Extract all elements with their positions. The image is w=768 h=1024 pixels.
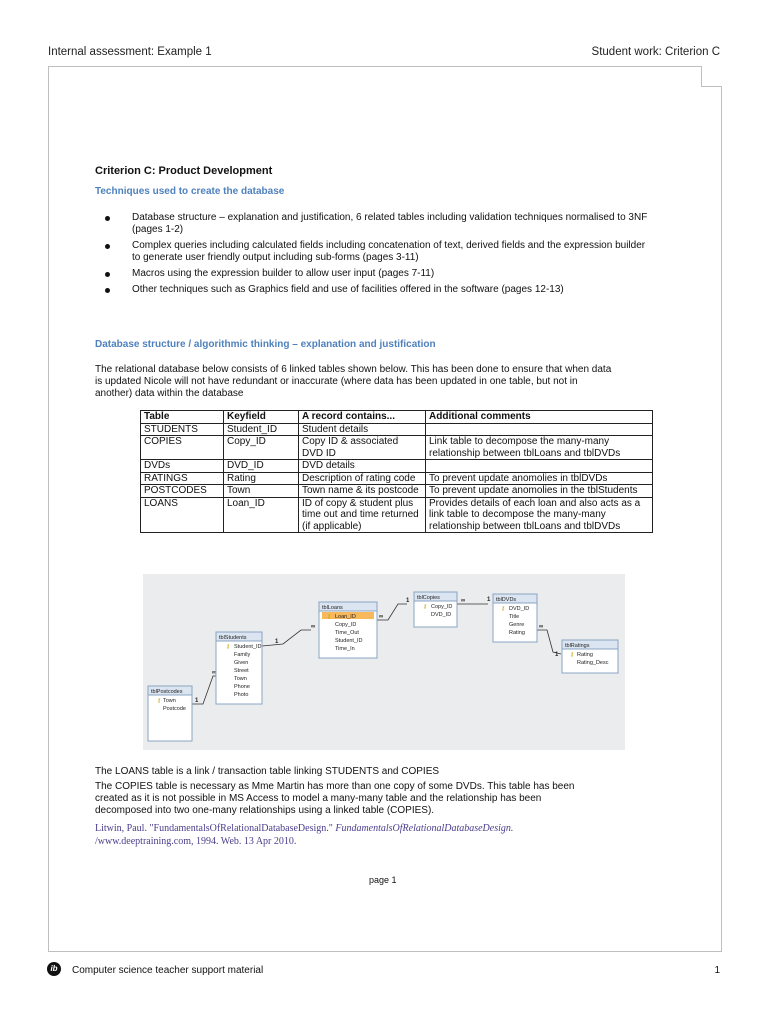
field-label: Time_Out bbox=[335, 630, 359, 636]
tbl-ratings-title: tblRatings bbox=[565, 643, 590, 649]
tbl-ratings-box bbox=[562, 640, 618, 673]
table-row bbox=[141, 497, 653, 533]
table-cell: Description of rating code bbox=[299, 472, 426, 485]
field-label: Time_In bbox=[335, 646, 355, 652]
tbl-postcodes-box bbox=[148, 686, 192, 741]
field-label: Rating bbox=[577, 652, 593, 658]
header-left-text: Internal assessment: Example 1 bbox=[48, 46, 212, 58]
key-icon: ⚷ bbox=[226, 644, 231, 650]
field-label: Student_ID bbox=[234, 644, 262, 650]
table-row bbox=[141, 423, 653, 436]
intro-paragraph: The relational database below consists of 6 linked tables shown below. This has been done to ensure that when data is updated Nicole will not have redundant or inaccurate (where data has been updated in one table, but not in another) data within the database bbox=[95, 364, 612, 399]
table-row bbox=[141, 436, 653, 460]
field-label: Photo bbox=[234, 692, 249, 698]
list-item: Database structure – explanation and justification, 6 related tables including validation techniques normalised to 3NF (pages 1-2) bbox=[95, 212, 655, 236]
field-label: Student_ID bbox=[335, 638, 363, 644]
table-header-row bbox=[141, 411, 653, 424]
table-row bbox=[141, 460, 653, 473]
many-label: ∞ bbox=[379, 614, 384, 620]
students-loans-link bbox=[262, 630, 311, 646]
one-label: 1 bbox=[555, 652, 559, 658]
citation bbox=[95, 822, 615, 848]
header-right-text: Student work: Criterion C bbox=[591, 46, 720, 58]
techniques-heading: Techniques used to create the database bbox=[95, 186, 285, 197]
table-cell: Student_ID bbox=[224, 423, 299, 436]
key-icon: ⚷ bbox=[570, 652, 575, 658]
page-title: Criterion C: Product Development bbox=[95, 165, 273, 177]
table-header-cell: A record contains... bbox=[299, 411, 426, 424]
table-header-cell: Keyfield bbox=[224, 411, 299, 424]
field-label: Street bbox=[234, 668, 249, 674]
table-header-cell: Additional comments bbox=[426, 411, 653, 424]
tbl-loans-box bbox=[319, 602, 377, 658]
list-item: Complex queries including calculated fields including concatenation of text, derived fields and the expression builder to generate user friendly output including sub-forms (pages 3-11) bbox=[95, 240, 655, 264]
table-cell: LOANS bbox=[141, 497, 224, 533]
table-cell: STUDENTS bbox=[141, 423, 224, 436]
techniques-list bbox=[95, 212, 655, 300]
field-label: Rating bbox=[509, 630, 525, 636]
field-label: Genre bbox=[509, 622, 525, 628]
many-label: ∞ bbox=[539, 624, 544, 630]
footer-left-text: Computer science teacher support material bbox=[72, 965, 264, 976]
one-label: 1 bbox=[275, 639, 279, 645]
copies-explanation: The COPIES table is necessary as Mme Martin has more than one copy of some DVDs. This table has been created as it is not possible in MS Access to model a many-many table and the relationship has been decomposed into two one-many relationships using a linked table (COPIES). bbox=[95, 781, 575, 816]
table-cell: Copy ID & associated DVD ID bbox=[299, 436, 426, 460]
table-cell: Loan_ID bbox=[224, 497, 299, 533]
many-label: ∞ bbox=[212, 670, 217, 676]
ib-logo-icon: ib bbox=[47, 962, 61, 976]
table-row bbox=[141, 472, 653, 485]
field-label: Loan_ID bbox=[335, 614, 356, 620]
table-cell: COPIES bbox=[141, 436, 224, 460]
field-label: Postcode bbox=[163, 706, 186, 712]
table-cell: Copy_ID bbox=[224, 436, 299, 460]
explanation-text bbox=[95, 766, 595, 820]
structure-heading: Database structure / algorithmic thinking – explanation and justification bbox=[95, 339, 436, 350]
table-header-cell: Table bbox=[141, 411, 224, 424]
table-cell: RATINGS bbox=[141, 472, 224, 485]
table-cell: ID of copy & student plus time out and time returned (if applicable) bbox=[299, 497, 426, 533]
table-cell: To prevent update anomolies in the tblStudents bbox=[426, 485, 653, 498]
citation-author: Litwin, Paul. "FundamentalsOfRelationalDatabaseDesign." bbox=[95, 823, 336, 834]
table-cell: Rating bbox=[224, 472, 299, 485]
tbl-copies-box bbox=[414, 592, 457, 627]
table-cell: Town bbox=[224, 485, 299, 498]
table-cell: DVD details bbox=[299, 460, 426, 473]
key-icon: ⚷ bbox=[327, 614, 332, 620]
citation-source: /www.deeptraining.com, 1994. Web. 13 Apr 2010. bbox=[95, 836, 297, 847]
many-label: ∞ bbox=[461, 598, 466, 604]
page-fold-corner bbox=[701, 66, 722, 87]
table-cell: Town name & its postcode bbox=[299, 485, 426, 498]
field-label: Rating_Desc bbox=[577, 660, 609, 666]
dvds-ratings-link bbox=[537, 630, 561, 654]
tbl-students-box bbox=[216, 632, 262, 704]
loans-explanation: The LOANS table is a link / transaction table linking STUDENTS and COPIES bbox=[95, 766, 440, 777]
field-label: Title bbox=[509, 614, 520, 620]
table-cell bbox=[426, 460, 653, 473]
field-label: Phone bbox=[234, 684, 250, 690]
records-table bbox=[140, 410, 653, 533]
list-item: Macros using the expression builder to allow user input (pages 7-11) bbox=[95, 268, 655, 280]
relationship-diagram-svg bbox=[143, 574, 625, 750]
table-row bbox=[141, 485, 653, 498]
list-item: Other techniques such as Graphics field and use of facilities offered in the software (pages 12-13) bbox=[95, 284, 655, 296]
tbl-postcodes-title: tblPostcodes bbox=[151, 689, 183, 695]
table-cell: Link table to decompose the many-many relationship between tblLoans and tblDVDs bbox=[426, 436, 653, 460]
table-cell: Provides details of each loan and also acts as a link table to decompose the many-many relationship between tblLoans and tblDVDs bbox=[426, 497, 653, 533]
field-label: Town bbox=[234, 676, 247, 682]
field-label: Family bbox=[234, 652, 251, 658]
table-cell bbox=[426, 423, 653, 436]
tbl-copies-title: tblCopies bbox=[417, 595, 440, 601]
table-cell: To prevent update anomolies in tblDVDs bbox=[426, 472, 653, 485]
key-icon: ⚷ bbox=[157, 698, 162, 704]
one-label: 1 bbox=[406, 598, 410, 604]
field-label: DVD_ID bbox=[509, 606, 530, 612]
page-label: page 1 bbox=[369, 875, 397, 885]
field-label: DVD_ID bbox=[431, 612, 452, 618]
table-cell: DVD_ID bbox=[224, 460, 299, 473]
table-cell: Student details bbox=[299, 423, 426, 436]
key-icon: ⚷ bbox=[501, 606, 506, 612]
field-label: Town bbox=[163, 698, 176, 704]
table-cell: DVDs bbox=[141, 460, 224, 473]
tbl-dvds-title: tblDVDs bbox=[496, 597, 517, 603]
many-label: ∞ bbox=[311, 624, 316, 630]
footer-page-number: 1 bbox=[714, 965, 720, 976]
one-label: 1 bbox=[195, 698, 199, 704]
relationship-diagram bbox=[143, 574, 625, 750]
field-label: Copy_ID bbox=[431, 604, 453, 610]
citation-title: FundamentalsOfRelationalDatabaseDesign. bbox=[335, 823, 514, 834]
one-label: 1 bbox=[487, 597, 491, 603]
table-cell: POSTCODES bbox=[141, 485, 224, 498]
tbl-dvds-box bbox=[493, 594, 537, 642]
key-icon: ⚷ bbox=[423, 604, 428, 610]
tbl-loans-title: tblLoans bbox=[322, 605, 343, 611]
field-label: Given bbox=[234, 660, 249, 666]
tbl-students-title: tblStudents bbox=[219, 635, 247, 641]
field-label: Copy_ID bbox=[335, 622, 357, 628]
